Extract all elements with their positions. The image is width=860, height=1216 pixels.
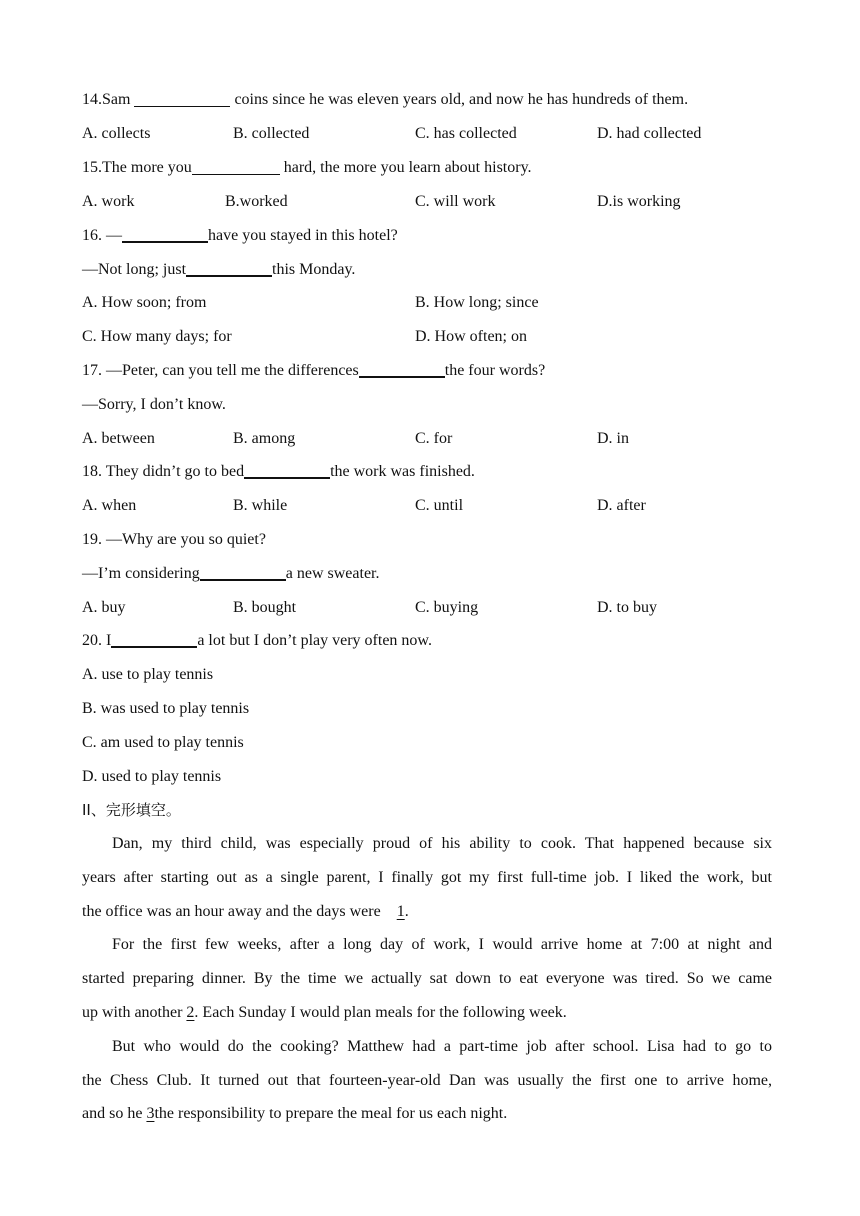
stem-text: 16. — bbox=[82, 227, 122, 244]
answer-blank[interactable] bbox=[111, 630, 197, 648]
q17-option-a[interactable]: A. between bbox=[82, 430, 155, 447]
q16-option-d[interactable]: D. How often; on bbox=[415, 328, 527, 345]
passage-line: the Chess Club. It turned out that fourteen-year-old Dan was usually the first one to arrive home, bbox=[82, 1072, 772, 1089]
q15-option-d[interactable]: D.is working bbox=[597, 193, 681, 210]
stem-text: 14.Sam bbox=[82, 91, 135, 108]
q15-option-b[interactable]: B.worked bbox=[225, 193, 288, 210]
stem-text: 18. They didn’t go to bed bbox=[82, 463, 245, 480]
q14-option-d[interactable]: D. had collected bbox=[597, 125, 702, 142]
stem-text: have you stayed in this hotel? bbox=[208, 227, 398, 244]
q18-option-b[interactable]: B. while bbox=[233, 497, 288, 514]
q14-option-c[interactable]: C. has collected bbox=[415, 125, 517, 142]
stem-text: a lot but I don’t play very often now. bbox=[197, 632, 432, 649]
answer-blank[interactable] bbox=[192, 158, 280, 175]
reply-text: this Monday. bbox=[272, 261, 356, 278]
answer-blank[interactable] bbox=[200, 563, 286, 581]
passage-line: For the first few weeks, after a long day of work, I would arrive home at 7:00 at night and bbox=[112, 936, 772, 953]
passage-line: years after starting out as a single parent, I finally got my first full-time job. I liked the work, but bbox=[82, 869, 772, 886]
q15-option-c[interactable]: C. will work bbox=[415, 193, 496, 210]
question-19-stem: 19. —Why are you so quiet? bbox=[82, 531, 266, 548]
passage-line: started preparing dinner. By the time we actually sat down to eat everyone was tired. So we came bbox=[82, 970, 772, 987]
q14-option-b[interactable]: B. collected bbox=[233, 125, 310, 142]
q19-option-c[interactable]: C. buying bbox=[415, 599, 479, 616]
passage-text: . bbox=[404, 903, 409, 920]
stem-text: 15.The more you bbox=[82, 159, 192, 176]
stem-text: 20. I bbox=[82, 632, 112, 649]
passage-text: . Each Sunday I would plan meals for the following week. bbox=[194, 1004, 567, 1021]
reply-text: —I’m considering bbox=[82, 565, 200, 582]
question-16-reply bbox=[82, 259, 355, 281]
passage-text: up with another bbox=[82, 1004, 187, 1021]
passage-text: the office was an hour away and the days were bbox=[82, 903, 381, 920]
q18-option-c[interactable]: C. until bbox=[415, 497, 464, 514]
passage-line bbox=[82, 1002, 772, 1024]
question-15-stem bbox=[82, 157, 532, 179]
passage-line: Dan, my third child, was especially proud of his ability to cook. That happened because six bbox=[112, 835, 772, 852]
answer-blank[interactable] bbox=[244, 461, 330, 479]
question-20-stem bbox=[82, 630, 432, 652]
stem-text: the work was finished. bbox=[330, 463, 475, 480]
q18-option-d[interactable]: D. after bbox=[597, 497, 646, 514]
question-17-reply: —Sorry, I don’t know. bbox=[82, 396, 226, 413]
stem-text: the four words? bbox=[444, 362, 546, 379]
q16-option-c[interactable]: C. How many days; for bbox=[82, 328, 232, 345]
q20-option-a[interactable]: A. use to play tennis bbox=[82, 666, 214, 683]
reply-text: a new sweater. bbox=[285, 565, 380, 582]
q19-option-a[interactable]: A. buy bbox=[82, 599, 126, 616]
answer-blank[interactable] bbox=[122, 225, 208, 243]
q20-option-d[interactable]: D. used to play tennis bbox=[82, 768, 222, 785]
q20-option-c[interactable]: C. am used to play tennis bbox=[82, 734, 244, 751]
q16-option-b[interactable]: B. How long; since bbox=[415, 294, 539, 311]
q14-option-a[interactable]: A. collects bbox=[82, 125, 151, 142]
q18-option-a[interactable]: A. when bbox=[82, 497, 137, 514]
answer-blank[interactable] bbox=[134, 90, 230, 107]
q17-option-b[interactable]: B. among bbox=[233, 430, 296, 447]
q16-option-a[interactable]: A. How soon; from bbox=[82, 294, 207, 311]
cloze-blank-1[interactable]: 1 bbox=[396, 903, 405, 920]
question-14-stem bbox=[82, 89, 688, 111]
passage-line bbox=[82, 901, 772, 923]
q15-option-a[interactable]: A. work bbox=[82, 193, 135, 210]
q20-option-b[interactable]: B. was used to play tennis bbox=[82, 700, 250, 717]
q19-option-b[interactable]: B. bought bbox=[233, 599, 297, 616]
question-17-stem bbox=[82, 360, 545, 382]
question-16-stem bbox=[82, 225, 398, 247]
answer-blank[interactable] bbox=[186, 259, 272, 277]
passage-line: But who would do the cooking? Matthew had a part-time job after school. Lisa had to go to bbox=[112, 1038, 772, 1055]
question-18-stem bbox=[82, 461, 475, 483]
stem-text: hard, the more you learn about history. bbox=[279, 159, 532, 176]
cloze-blank-3[interactable]: 3 bbox=[146, 1105, 155, 1122]
answer-blank[interactable] bbox=[359, 360, 445, 378]
q17-option-d[interactable]: D. in bbox=[597, 430, 629, 447]
cloze-blank-2[interactable]: 2 bbox=[186, 1004, 195, 1021]
section-heading: II、完形填空。 bbox=[82, 801, 181, 819]
stem-text: coins since he was eleven years old, and now he has hundreds of them. bbox=[230, 91, 689, 108]
reply-text: —Not long; just bbox=[82, 261, 187, 278]
question-19-reply bbox=[82, 563, 379, 585]
passage-text: and so he bbox=[82, 1105, 147, 1122]
q17-option-c[interactable]: C. for bbox=[415, 430, 453, 447]
stem-text: 17. —Peter, can you tell me the differences bbox=[82, 362, 359, 379]
q19-option-d[interactable]: D. to buy bbox=[597, 599, 657, 616]
passage-text: the responsibility to prepare the meal for us each night. bbox=[154, 1105, 508, 1122]
passage-line bbox=[82, 1103, 772, 1125]
